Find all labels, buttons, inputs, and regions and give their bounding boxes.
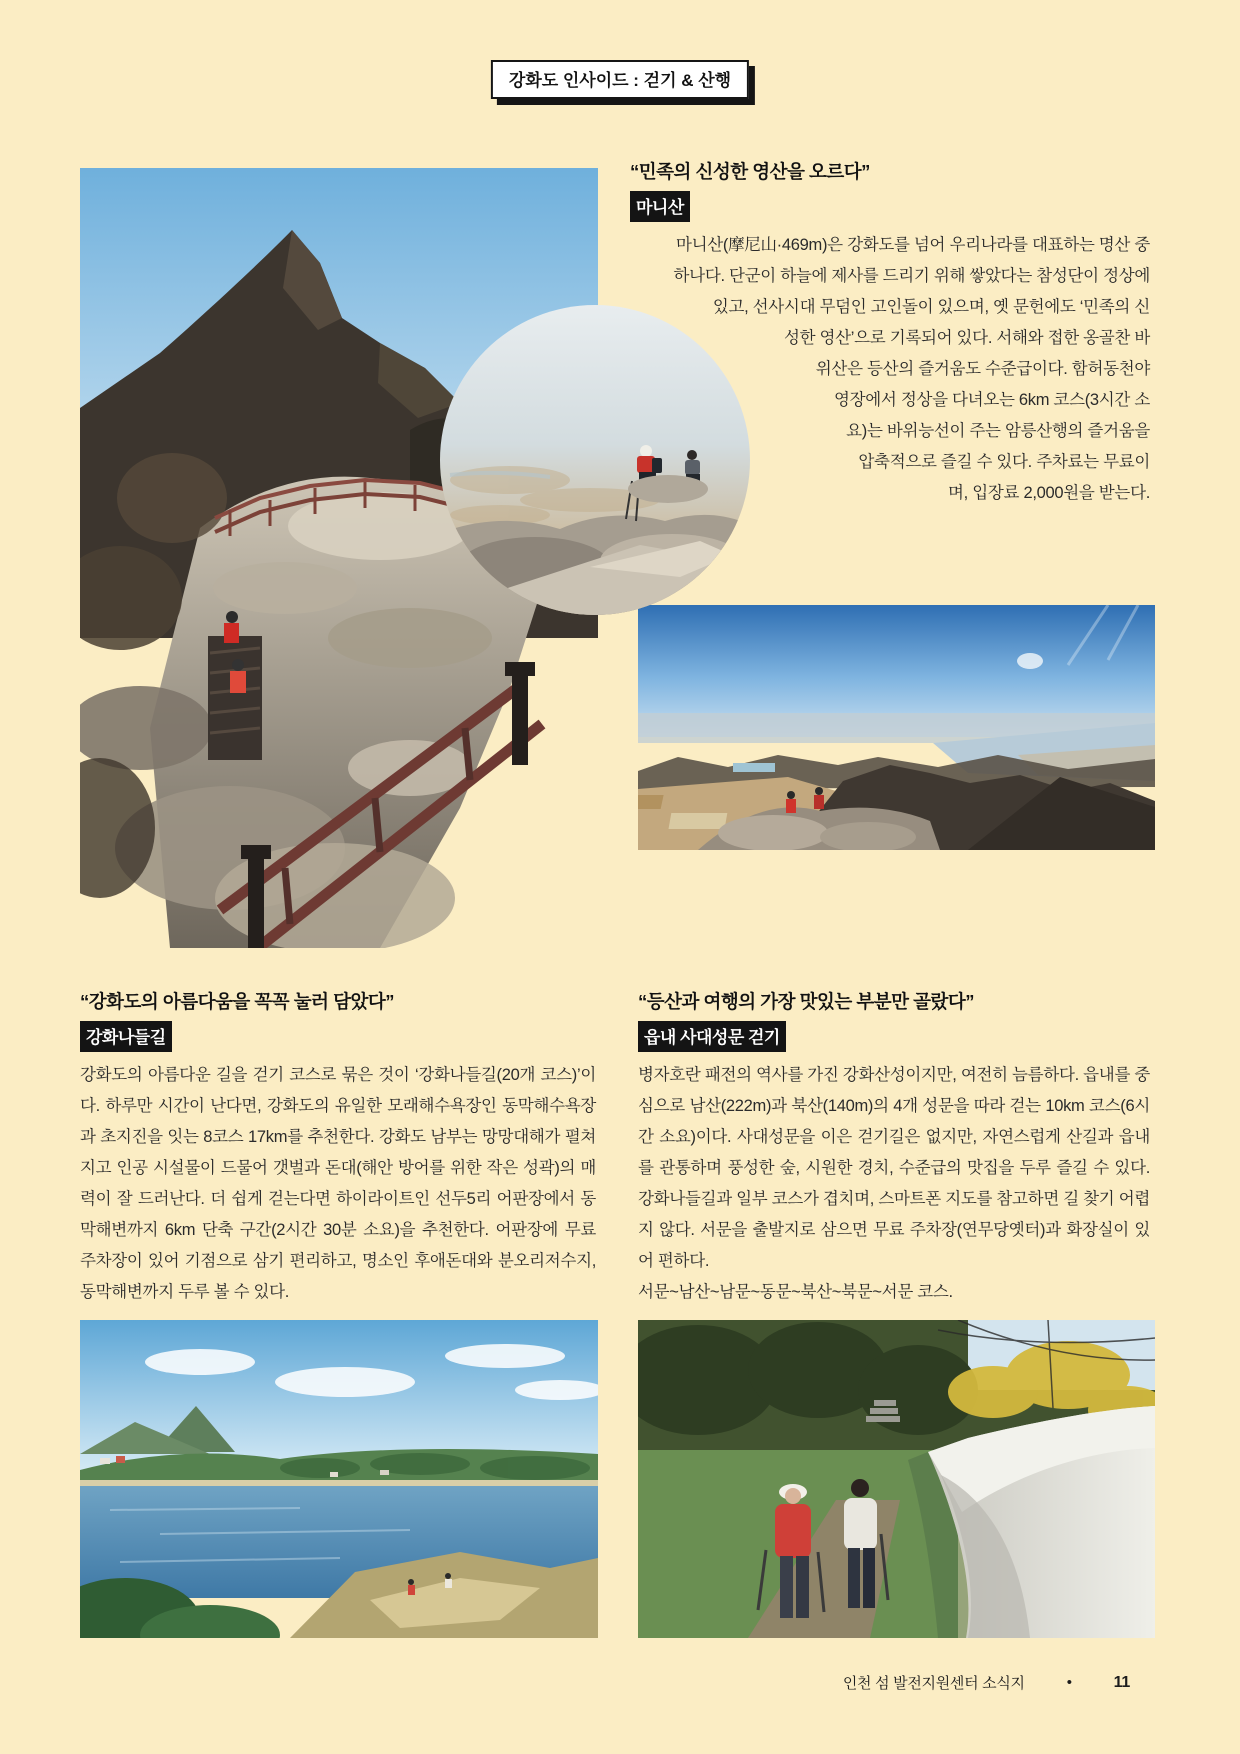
label-sadaeseongmun: 읍내 사대성문 걷기: [638, 1021, 786, 1052]
page-number: 11: [1113, 1673, 1130, 1691]
body-line: 압축적으로 즐길 수 있다. 주차료는 무료이: [858, 453, 1150, 471]
lake-landscape-photo: [80, 1320, 598, 1638]
section-nadeulgil: [80, 988, 596, 1308]
course-line: 서문~남산~남문~동문~북산~북문~서문 코스.: [638, 1283, 953, 1301]
label-nadeulgil: 강화나들길: [80, 1021, 172, 1052]
page-footer: [843, 1672, 1130, 1693]
label-manisan: 마니산: [630, 191, 690, 222]
body-line: 요)는 바위능선이 주는 암릉산행의 즐거움을: [846, 422, 1150, 440]
quote-heading-sadaeseongmun: “등산과 여행의 가장 맛있는 부분만 골랐다”: [638, 991, 975, 1012]
body-line: 하나다. 단군이 하늘에 제사를 드리기 위해 쌓았다는 참성단이 정상에: [673, 267, 1150, 285]
body-line: 있고, 선사시대 무덤인 고인돌이 있으며, 옛 문헌에도 ‘민족의 신: [712, 298, 1150, 316]
sadaeseongmun-paragraph: 병자호란 패전의 역사를 가진 강화산성이지만, 여전히 늠름하다. 읍내를 중심으로 남산(222m)과 북산(140m)의 4개 성문을 따라 걷는 10km 코스(6시간 소요)이다. 사대성문을 이은 걷기길은 없지만, 자연스럽게 산길과 읍내를 관통하며 풍성한 숲, 시원한 경치, 수준급의 맛집을 두루 즐길 수 있다. 강화나들길과 일부 코스가 겹치며, 스마트폰 지도를 참고하면 길 찾기 어렵지 않다. 서문을 출발지로 삼으면 무료 주차장(연무당옛터)과 화장실이 있어 편하다.: [638, 1066, 1151, 1270]
section-manisan: [630, 158, 1150, 509]
quote-heading-nadeulgil: “강화도의 아름다움을 꼭꼭 눌러 담았다”: [80, 991, 394, 1012]
body-line: 영장에서 정상을 다녀오는 6km 코스(3시간 소: [834, 391, 1150, 409]
manisan-paragraph: [630, 230, 1150, 509]
body-line: 성한 영산’으로 기록되어 있다. 서해와 접한 옹골찬 바: [783, 329, 1150, 347]
fortress-wall-photo: [638, 1320, 1155, 1638]
quote-heading-manisan: “민족의 신성한 영산을 오르다”: [630, 161, 870, 182]
summit-panorama-photo: [638, 605, 1155, 850]
body-line: 위산은 등산의 즐거움도 수준급이다. 함허동천야: [815, 360, 1150, 378]
body-line: 며, 입장료 2,000원을 받는다.: [948, 484, 1150, 502]
footer-bullet: •: [1066, 1674, 1072, 1691]
body-line: 마니산(摩尼山·469m)은 강화도를 넘어 우리나라를 대표하는 명산 중: [675, 236, 1150, 254]
section-sadaeseongmun: [638, 988, 1150, 1308]
newsletter-name: 인천 섬 발전지원센터 소식지: [842, 1675, 1025, 1692]
section-badge: 강화도 인사이드 : 걷기 & 산행: [491, 60, 749, 99]
nadeulgil-paragraph: 강화도의 아름다운 길을 걷기 코스로 묶은 것이 ‘강화나들길(20개 코스)’이다. 하루만 시간이 난다면, 강화도의 유일한 모래해수욕장인 동막해수욕장과 초지진을 잇는 8코스 17km를 추천한다. 강화도 남부는 망망대해가 펼쳐지고 인공 시설물이 드물어 갯벌과 돈대(해안 방어를 위한 작은 성곽)의 매력이 잘 드러난다. 더 쉽게 걷는다면 하이라이트인 선두5리 어판장에서 동막해변까지 6km 단축 구간(2시간 30분 소요)을 추천한다. 어판장에 무료 주차장이 있어 기점으로 삼기 편리하고, 명소인 후애돈대와 분오리저수지, 동막해변까지 두루 볼 수 있다.: [80, 1066, 596, 1301]
